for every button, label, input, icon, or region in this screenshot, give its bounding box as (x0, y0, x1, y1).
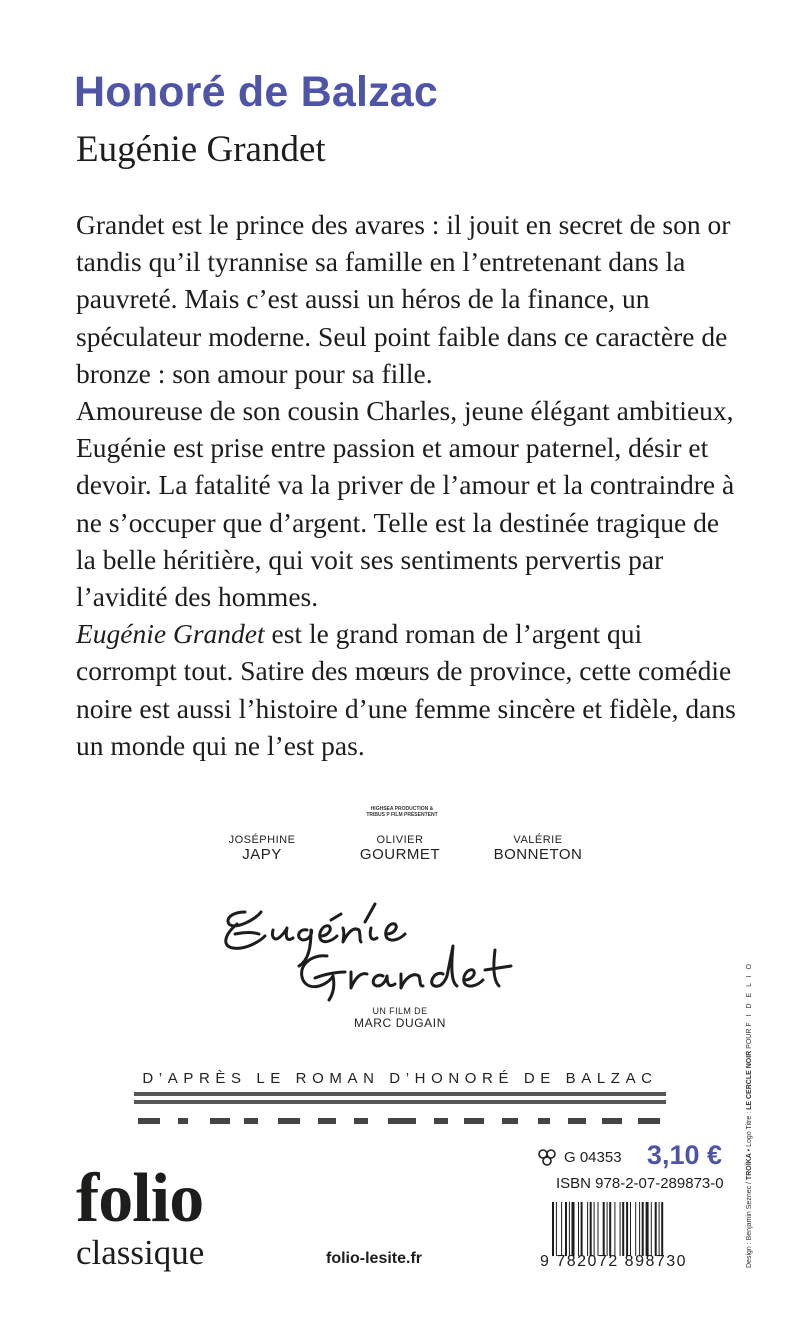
design-credit-text: Design : Benjamin Seznec / (746, 1180, 753, 1268)
actor-first-name: JOSÉPHINE (228, 834, 296, 846)
fidelio-credit: F I D E L I O (746, 962, 753, 1027)
credit-block (134, 1091, 666, 1107)
actor-credit (340, 834, 460, 863)
blurb-paragraph-2: Amoureuse de son cousin Charles, jeune élégant ambitieux, Eugénie est prise entre passion et amour paternel, désir et devoir. La fatalité va la priver de l’amour et la contraindre à ne s’occuper que d’argent. Telle est la destinée tragique de la belle héritière, qui voit ses sentiments pervertis par l’avidité des hommes. (76, 395, 735, 613)
cercle-noir-credit: LE CERCLE NOIR (746, 1050, 753, 1110)
actor-first-name: VALÉRIE (513, 834, 563, 846)
price: 3,10 € (646, 1140, 722, 1170)
price-row (536, 1140, 722, 1174)
director-credit (320, 1006, 480, 1030)
author-name: Honoré de Balzac (74, 68, 439, 116)
recycle-icon (536, 1146, 558, 1168)
partner-logos (134, 1116, 666, 1126)
actor-credit (478, 834, 598, 863)
publisher-logo-folio: folio (76, 1160, 204, 1237)
actor-last-name: BONNETON (493, 846, 583, 863)
adaptation-credit: D’APRÈS LE ROMAN D’HONORÉ DE BALZAC (142, 1070, 658, 1087)
actor-last-name: GOURMET (359, 846, 441, 863)
film-by-label: UN FILM DE (372, 1006, 428, 1016)
book-title: Eugénie Grandet (76, 129, 326, 170)
collection-name: classique (76, 1233, 205, 1272)
blurb-paragraph-1: Grandet est le prince des avares : il jouit en secret de son or tandis qu’il tyrannise sa famille en l’entretenant dans la pauvreté. Mais c’est aussi un héros de la finance, un spéculateur moderne. Seul point faible dans ce caractère de bronze : son amour pour sa fille. (76, 209, 731, 389)
director-name: MARC DUGAIN (354, 1016, 446, 1030)
film-poster (120, 802, 680, 1132)
isbn: ISBN 978-2-07-289873-0 (556, 1175, 724, 1192)
actor-first-name: OLIVIER (376, 834, 424, 846)
barcode-number: 9 782072 898730 (540, 1253, 688, 1270)
blurb-paragraph-3 (76, 615, 736, 764)
catalog-code: G 04353 (564, 1149, 622, 1166)
blurb-title-italic: Eugénie Grandet (76, 618, 265, 650)
troika-credit: TROÏKA (746, 1153, 753, 1181)
actor-last-name: JAPY (242, 846, 282, 863)
back-cover-blurb (76, 206, 736, 764)
actor-credit (202, 834, 322, 863)
pour-label: POUR (746, 1026, 753, 1051)
handwritten-title-logo (215, 890, 545, 1010)
barcode (552, 1202, 724, 1256)
blurb-paragraph-3-text: est le grand roman de l’argent qui corrompt tout. Satire des mœurs de province, cette comédie noire est aussi l’histoire d’une femme sincère et fidèle, dans un monde qui ne l’est pas. (76, 618, 736, 761)
logo-title-label: • Logo Titre : (746, 1109, 753, 1154)
design-credit (746, 962, 753, 1268)
publisher-website: folio-lesite.fr (326, 1250, 423, 1267)
production-credit: HIGHSEA PRODUCTION & TRIBUS P FILM PRÉSENTENT (366, 806, 438, 818)
